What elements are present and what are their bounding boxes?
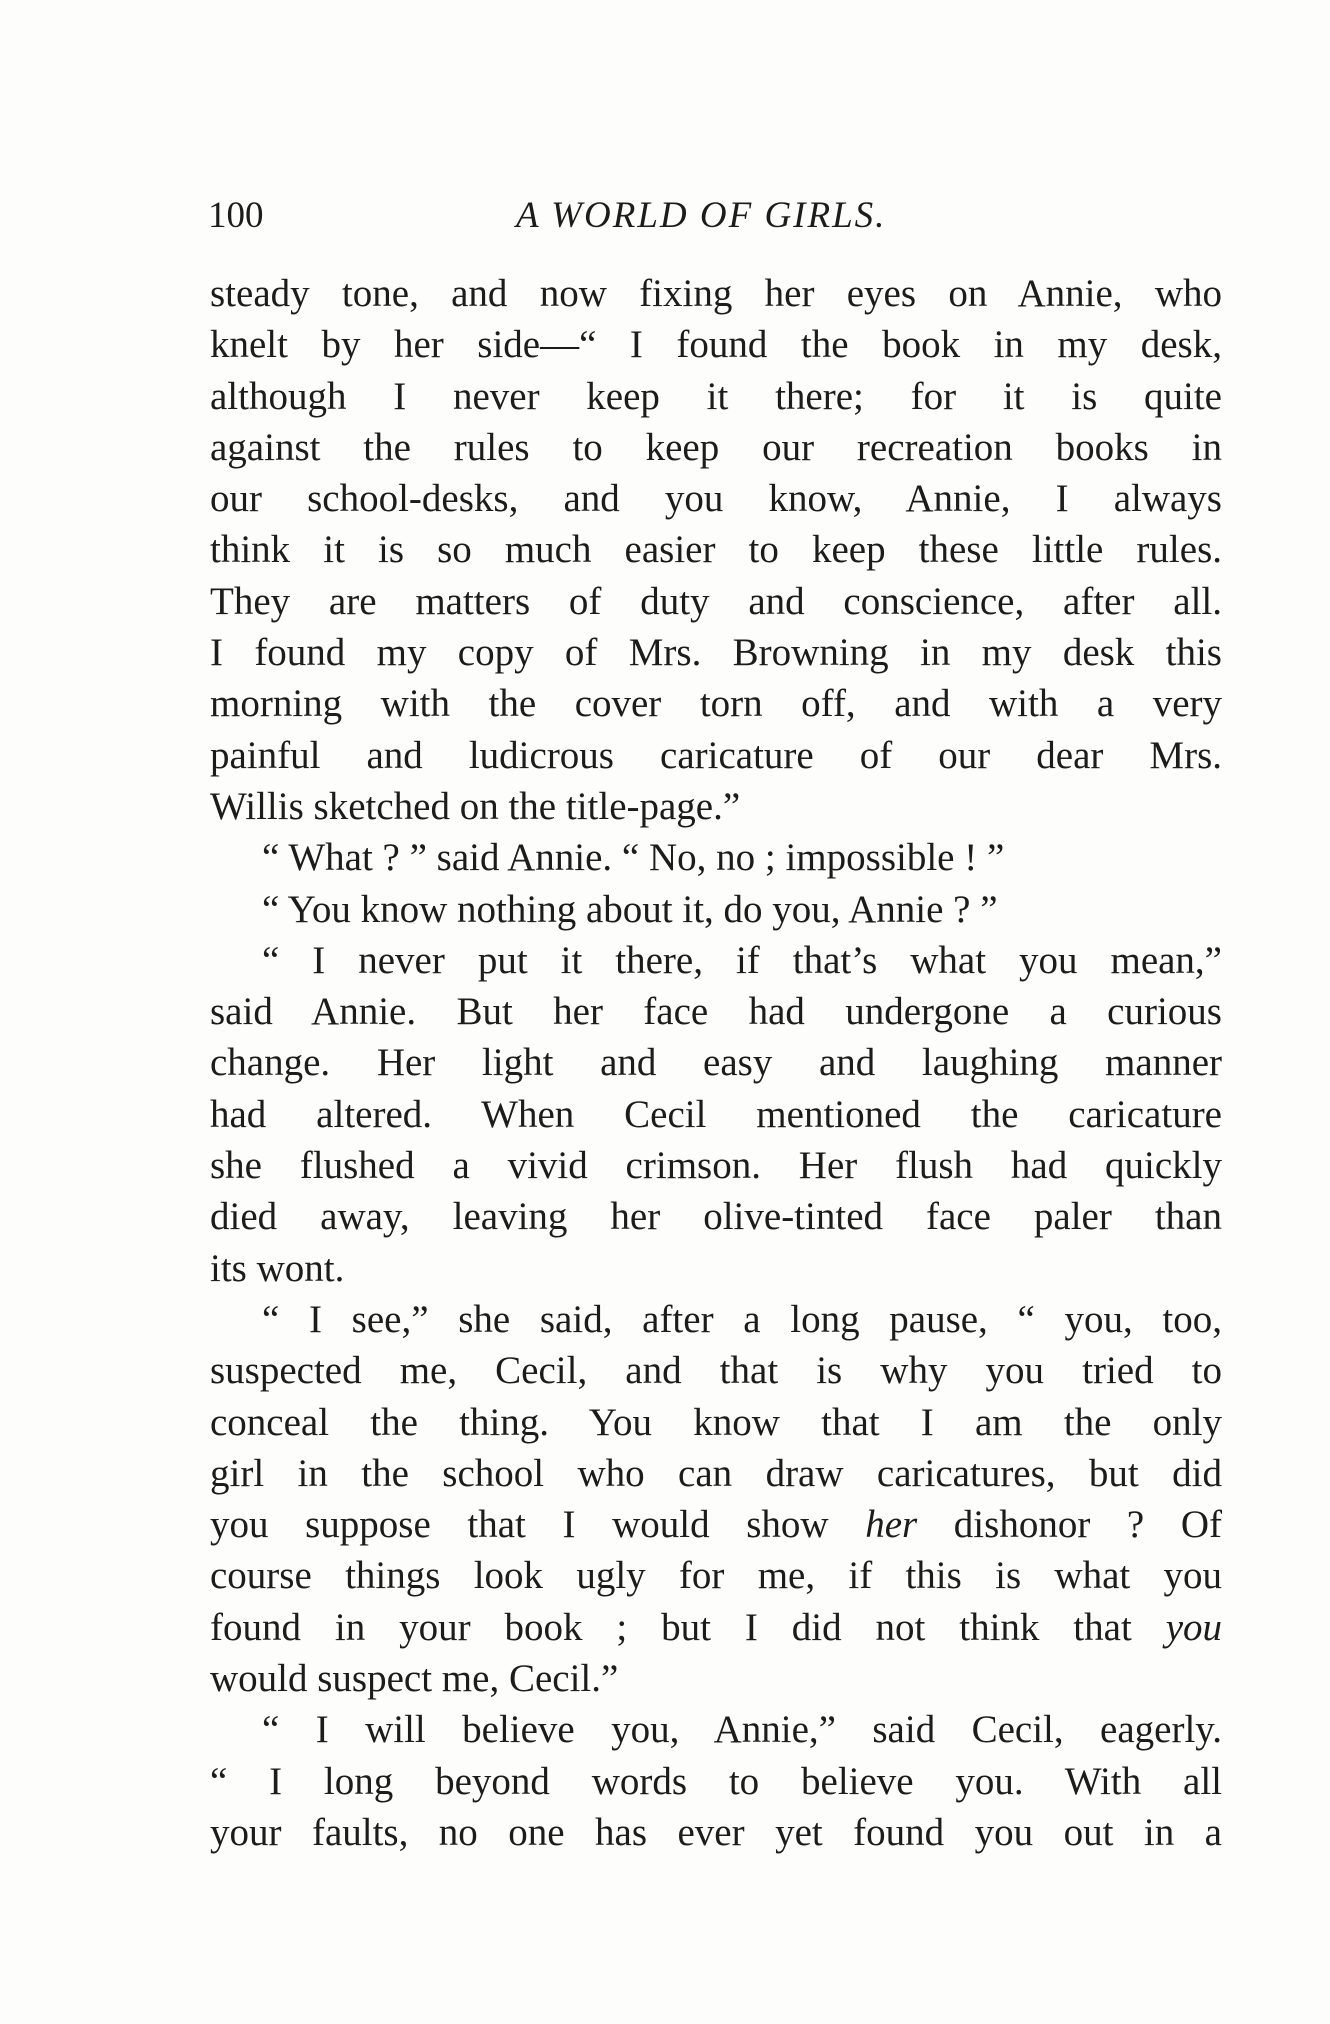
text-line: Willis sketched on the title-page.”	[210, 784, 741, 828]
emphasis-text: her	[865, 1503, 918, 1547]
text-line: found in your book ; but I did not think that you	[210, 1605, 1222, 1649]
text-line: think it is so much easier to keep these little rules.	[210, 528, 1222, 572]
text-line: girl in the school who can draw caricatures, but did	[210, 1451, 1222, 1495]
page-number: 100	[208, 195, 264, 236]
text-line: suspected me, Cecil, and that is why you tried to	[210, 1349, 1222, 1393]
text-line: died away, leaving her olive-tinted face paler than	[210, 1195, 1222, 1239]
text-line: your faults, no one has ever yet found you out in a	[210, 1810, 1222, 1854]
text-line: although I never keep it there; for it is quite	[210, 374, 1222, 418]
text-line: morning with the cover torn off, and with a very	[210, 682, 1222, 726]
page-header	[208, 190, 1224, 242]
emphasis-text: you	[1165, 1605, 1222, 1649]
text-line: steady tone, and now fixing her eyes on Annie, who	[210, 272, 1222, 315]
text-line: I found my copy of Mrs. Browning in my desk this	[210, 631, 1222, 675]
text-line: knelt by her side—“ I found the book in my desk,	[210, 323, 1222, 367]
text-line: against the rules to keep our recreation books in	[210, 425, 1222, 469]
text-line: our school-desks, and you know, Annie, I always	[210, 477, 1222, 521]
text-line: painful and ludicrous caricature of our dear Mrs.	[210, 733, 1222, 777]
text-line: “ I will believe you, Annie,” said Cecil, eagerly.	[262, 1708, 1222, 1752]
text-line: They are matters of duty and conscience, after all.	[210, 579, 1222, 623]
text-line: she flushed a vivid crimson. Her flush had quickly	[210, 1144, 1222, 1188]
text-line: change. Her light and easy and laughing manner	[210, 1041, 1222, 1085]
running-title: A WORLD OF GIRLS.	[516, 195, 887, 236]
text-line: conceal the thing. You know that I am the only	[210, 1400, 1222, 1444]
text-line: course things look ugly for me, if this is what you	[210, 1554, 1222, 1598]
text-line: had altered. When Cecil mentioned the caricature	[210, 1092, 1222, 1136]
text-line: would suspect me, Cecil.”	[210, 1657, 619, 1701]
text-line: its wont.	[210, 1246, 345, 1290]
text-line: you suppose that I would show her dishonor ? Of	[210, 1503, 1222, 1547]
text-line: said Annie. But her face had undergone a curious	[210, 990, 1222, 1034]
text-line: “ I never put it there, if that’s what you mean,”	[262, 938, 1222, 982]
text-line: “ You know nothing about it, do you, Annie ? ”	[262, 887, 998, 931]
text-line: “ I see,” she said, after a long pause, “ you, too,	[262, 1297, 1222, 1341]
body-text	[210, 268, 1222, 1858]
text-line: “ What ? ” said Annie. “ No, no ; impossible ! ”	[262, 836, 1005, 880]
text-line: “ I long beyond words to believe you. With all	[210, 1759, 1222, 1803]
